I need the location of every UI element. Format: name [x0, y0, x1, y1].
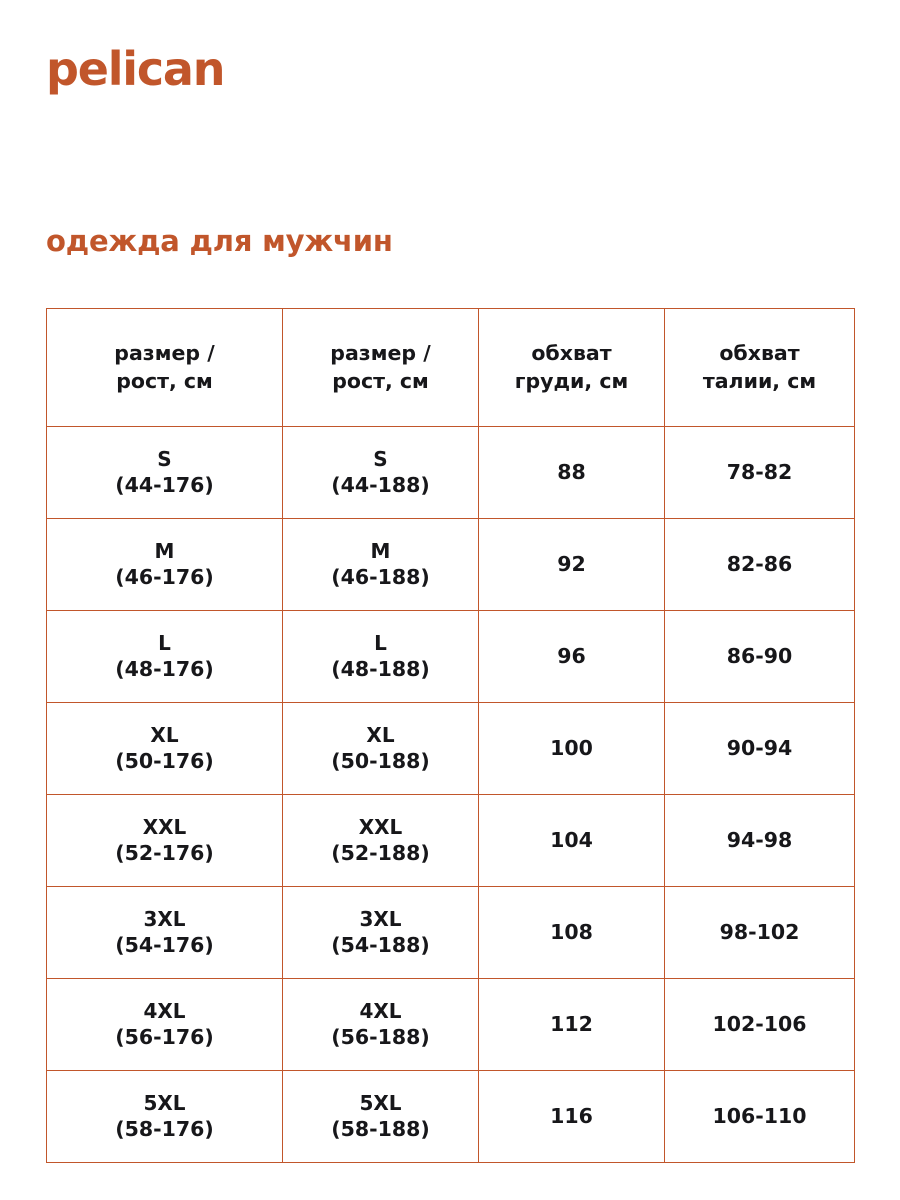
table-row — [47, 1071, 855, 1163]
cell-chest: 112 — [479, 979, 665, 1071]
cell-size-height-2 — [283, 611, 479, 703]
column-header-line-2: груди, см — [514, 368, 629, 393]
height-label: (50-188) — [331, 749, 430, 774]
table-row — [47, 979, 855, 1071]
cell-size-height-2 — [283, 519, 479, 611]
height-label: (50-176) — [115, 749, 214, 774]
cell-size-height-2 — [283, 1071, 479, 1163]
cell-size-height-2 — [283, 427, 479, 519]
cell-size-height-1 — [47, 611, 283, 703]
cell-chest: 100 — [479, 703, 665, 795]
column-header-line-1: размер / — [330, 341, 431, 366]
height-label: (58-176) — [115, 1117, 214, 1142]
cell-size-height-2 — [283, 795, 479, 887]
height-label: (46-188) — [331, 565, 430, 590]
size-label: L — [158, 631, 171, 656]
size-label: L — [374, 631, 387, 656]
height-label: (44-188) — [331, 473, 430, 498]
height-label: (48-188) — [331, 657, 430, 682]
cell-size-height-1 — [47, 1071, 283, 1163]
cell-size-height-1 — [47, 887, 283, 979]
cell-size-height-2 — [283, 887, 479, 979]
size-label: 3XL — [143, 907, 186, 932]
cell-waist: 98-102 — [665, 887, 855, 979]
column-header-line-2: рост, см — [116, 368, 213, 393]
table-row — [47, 795, 855, 887]
size-label: XL — [150, 723, 179, 748]
page-title: одежда для мужчин — [46, 224, 393, 258]
column-header-chest — [479, 309, 665, 427]
brand-logo: pelican — [46, 42, 225, 96]
size-label: S — [157, 447, 172, 472]
cell-size-height-1 — [47, 703, 283, 795]
cell-size-height-1 — [47, 795, 283, 887]
height-label: (48-176) — [115, 657, 214, 682]
size-label: M — [370, 539, 391, 564]
cell-size-height-2 — [283, 703, 479, 795]
size-table — [46, 308, 855, 1163]
height-label: (56-188) — [331, 1025, 430, 1050]
size-label: 5XL — [359, 1091, 402, 1116]
height-label: (46-176) — [115, 565, 214, 590]
size-label: 3XL — [359, 907, 402, 932]
cell-waist: 82-86 — [665, 519, 855, 611]
cell-waist: 102-106 — [665, 979, 855, 1071]
size-label: 4XL — [143, 999, 186, 1024]
column-header-line-2: талии, см — [702, 368, 817, 393]
column-header-size-height-1 — [47, 309, 283, 427]
column-header-line-1: размер / — [114, 341, 215, 366]
column-header-waist — [665, 309, 855, 427]
height-label: (56-176) — [115, 1025, 214, 1050]
cell-chest: 104 — [479, 795, 665, 887]
table-row — [47, 887, 855, 979]
table-header-row — [47, 309, 855, 427]
cell-size-height-2 — [283, 979, 479, 1071]
size-label: XXL — [358, 815, 403, 840]
cell-chest: 92 — [479, 519, 665, 611]
height-label: (58-188) — [331, 1117, 430, 1142]
cell-chest: 116 — [479, 1071, 665, 1163]
table-row — [47, 519, 855, 611]
table-row — [47, 427, 855, 519]
column-header-size-height-2 — [283, 309, 479, 427]
height-label: (44-176) — [115, 473, 214, 498]
height-label: (54-188) — [331, 933, 430, 958]
cell-waist: 94-98 — [665, 795, 855, 887]
table-header — [47, 309, 855, 427]
table-row — [47, 611, 855, 703]
size-label: S — [373, 447, 388, 472]
cell-chest: 96 — [479, 611, 665, 703]
cell-chest: 88 — [479, 427, 665, 519]
cell-size-height-1 — [47, 519, 283, 611]
height-label: (52-176) — [115, 841, 214, 866]
size-label: XL — [366, 723, 395, 748]
cell-chest: 108 — [479, 887, 665, 979]
cell-waist: 90-94 — [665, 703, 855, 795]
cell-waist: 78-82 — [665, 427, 855, 519]
cell-waist: 86-90 — [665, 611, 855, 703]
size-label: 5XL — [143, 1091, 186, 1116]
table-body — [47, 427, 855, 1163]
column-header-line-1: обхват — [719, 341, 800, 366]
size-label: XXL — [142, 815, 187, 840]
size-label: 4XL — [359, 999, 402, 1024]
size-label: M — [154, 539, 175, 564]
column-header-line-1: обхват — [531, 341, 612, 366]
cell-size-height-1 — [47, 427, 283, 519]
height-label: (54-176) — [115, 933, 214, 958]
height-label: (52-188) — [331, 841, 430, 866]
column-header-line-2: рост, см — [332, 368, 429, 393]
table-row — [47, 703, 855, 795]
cell-waist: 106-110 — [665, 1071, 855, 1163]
cell-size-height-1 — [47, 979, 283, 1071]
